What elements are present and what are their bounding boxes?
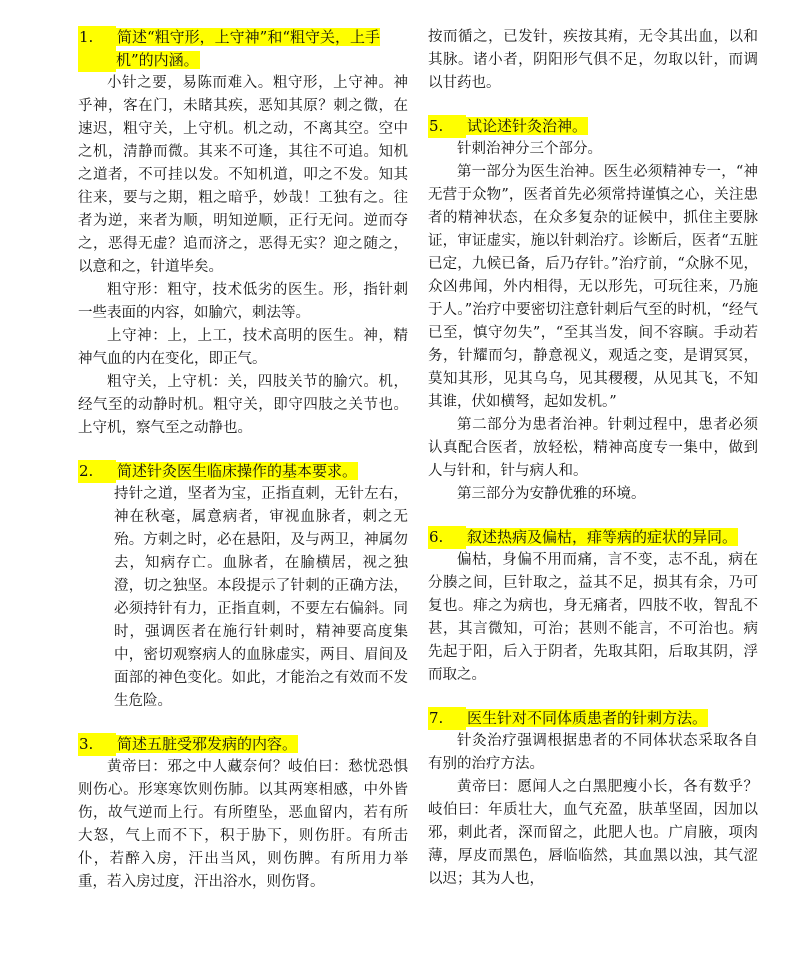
question-1-heading bbox=[78, 26, 408, 72]
question-1 bbox=[78, 26, 408, 440]
question-5 bbox=[428, 115, 758, 506]
question-3-title: 简述五脏受邪发病的内容。 bbox=[117, 735, 298, 753]
continuation-paragraph: 按而循之，已发针，疾按其痏，无令其出血，以和其脉。诸小者，阴阳形气俱不足，勿取以针，而调以甘药也。 bbox=[428, 29, 758, 91]
question-7-heading bbox=[428, 707, 758, 730]
question-1-number: 1. bbox=[78, 26, 116, 72]
question-6 bbox=[428, 526, 758, 687]
continued-text bbox=[428, 26, 758, 95]
question-2-title: 简述针灸医生临床操作的基本要求。 bbox=[117, 462, 358, 480]
right-column bbox=[428, 26, 758, 887]
question-7 bbox=[428, 707, 758, 887]
question-6-paragraph: 偏枯，身偏不用而痛，言不变，志不乱，病在分腠之间，巨针取之，益其不足，损其有余，乃可复也。痱之为病也，身无痛者，四肢不收，智乱不甚，其言微知，可治；甚则不能言，不可治也。病先起于阳，后入于阴者，先取其阳，后取其阴，浮而取之。 bbox=[428, 552, 758, 683]
question-5-heading bbox=[428, 115, 758, 138]
question-1-title: 简述“粗守形，上守神”和“粗守关，上手机”的内涵。 bbox=[116, 28, 381, 69]
question-3-heading bbox=[78, 733, 408, 756]
question-5-paragraph: 第二部分为患者治神。针刺过程中，患者必须认真配合医者，放轻松，精神高度专一集中，做到人与针和，针与病人和。 bbox=[428, 417, 758, 479]
question-6-heading bbox=[428, 526, 758, 549]
question-2 bbox=[78, 460, 408, 713]
question-1-paragraph: 上守神：上，上工，技术高明的医生。神，精神气血的内在变化，即正气。 bbox=[78, 328, 408, 367]
question-1-paragraph: 小针之要，易陈而难入。粗守形，上守神。神乎神，客在门，未睹其疾，恶知其原？刺之微，在速迟，粗守关，上守机。机之动，不离其空。空中之机，清静而微。其来不可逢，其往不可追。知机之道者，不可挂以发。不知机道，叩之不发。知其往来，要与之期，粗之暗乎，妙哉！工独有之。往者为逆，来者为顺，明知逆顺，正行无问。逆而夺之，恶得无虚？追而济之，恶得无实？迎之随之，以意和之，针道毕矣。 bbox=[78, 75, 408, 275]
question-2-heading bbox=[78, 460, 408, 483]
question-5-paragraph: 第三部分为安静优雅的环境。 bbox=[457, 486, 646, 502]
question-2-paragraph: 持针之道，坚者为宝，正指直刺，无针左右，神在秋毫，属意病者，审视血脉者，刺之无殆。方刺之时，必在悬阳，及与两卫，神属勿去，知病存亡。血脉者，在腧横居，视之独澄，切之独坚。本段提示了针刺的正确方法，必须持针有力，正指直刺，不要左右偏斜。同时，强调医者在施行针刺时，精神要高度集中，密切观察病人的血脉虚实，两目、眉间及面部的神色变化。如此，才能治之有效而不发生危险。 bbox=[114, 486, 408, 709]
question-7-title: 医生针对不同体质患者的针刺方法。 bbox=[467, 709, 708, 727]
question-1-paragraph: 粗守形：粗守，技术低劣的医生。形，指针刺一些表面的内容，如腧穴，刺法等。 bbox=[78, 282, 408, 321]
question-3-paragraph: 黄帝曰：邪之中人藏奈何？岐伯曰：愁忧恐惧则伤心。形寒寒饮则伤肺。以其两寒相感，中外皆伤，故气逆而上行。有所堕坠，恶血留内，若有所大怒，气上而不下，积于胁下，则伤肝。有所击仆，若醉入房，汗出当风，则伤脾。有所用力举重，若入房过度，汗出浴水，则伤肾。 bbox=[78, 759, 408, 890]
question-7-number: 7. bbox=[428, 707, 466, 730]
question-3-number: 3. bbox=[78, 733, 116, 756]
question-5-title: 试论述针灸治神。 bbox=[467, 117, 588, 135]
question-6-number: 6. bbox=[428, 526, 466, 549]
question-3 bbox=[78, 733, 408, 933]
question-7-paragraph: 针灸治疗强调根据患者的不同体状态采取各自有别的治疗方法。 bbox=[428, 733, 758, 772]
question-5-number: 5. bbox=[428, 115, 466, 138]
question-1-paragraph: 粗守关，上守机：关，四肢关节的腧穴。机，经气至的动静时机。粗守关，即守四肢之关节也。上守机，察气至之动静也。 bbox=[78, 374, 408, 436]
question-5-paragraph: 针刺治神分三个部分。 bbox=[457, 141, 602, 157]
question-5-paragraph: 第一部分为医生治神。医生必须精神专一，“神无营于众物”，医者首先必须常持谨慎之心，关注患者的精神状态，在众多复杂的证候中，抓住主要脉证，审证虚实，施以针刺治疗。诊断后，医者“五脏已定，九候已备，后乃存针。”治疗前，“众脉不见，众凶弗闻，外内相得，无以形先，可玩往来，乃施于人。”治疗中要密切注意针刺后气至的时机，“经气已至，慎守勿失”，“至其当发，间不容瞚。手动若务，针耀而匀，静意视义，观适之变，是谓冥冥，莫知其形，见其乌乌，见其稷稷，从见其飞，不知其谁，伏如横弩，起如发机。” bbox=[428, 164, 758, 410]
question-2-number: 2. bbox=[78, 460, 116, 483]
question-6-title: 叙述热病及偏枯，痱等病的症状的异同。 bbox=[467, 528, 738, 546]
left-column bbox=[78, 26, 408, 953]
question-7-paragraph: 黄帝曰：愿闻人之白黑肥瘦小长，各有数乎？岐伯曰：年质壮大，血气充盈，肤革坚固，因加以邪，刺此者，深而留之，此肥人也。广肩腋，项肉薄，厚皮而黑色，唇临临然，其血黑以浊，其气涩以迟；其为人也， bbox=[428, 779, 758, 887]
